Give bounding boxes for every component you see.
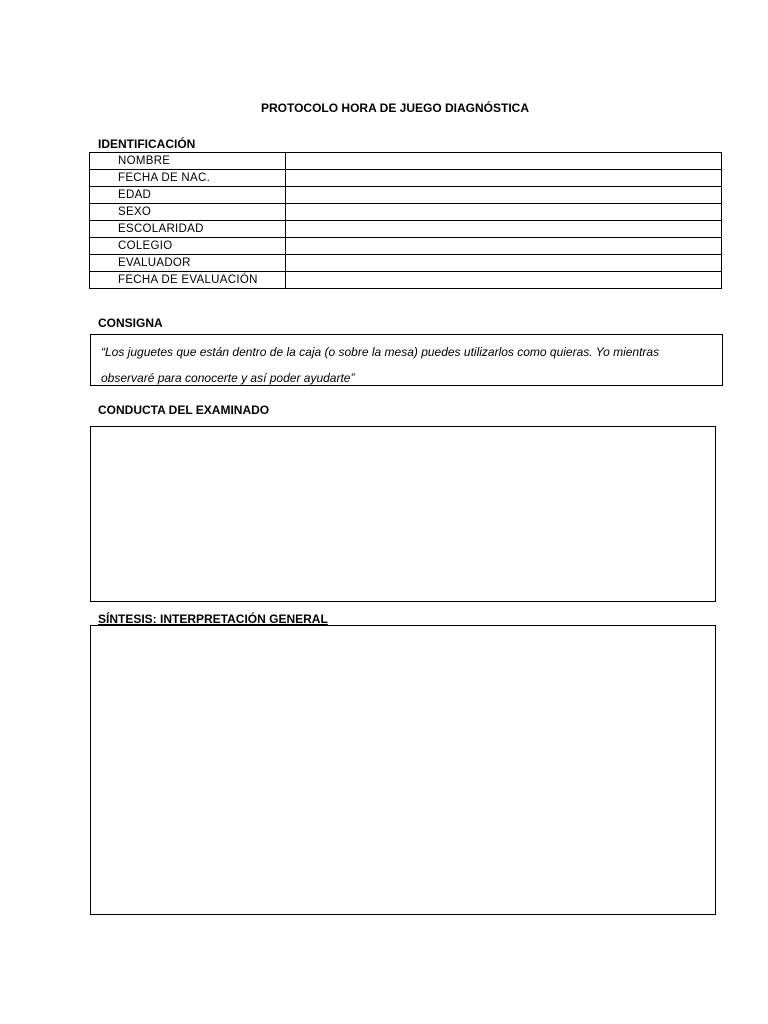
table-row (90, 221, 722, 238)
field-value-escolaridad[interactable] (286, 221, 722, 238)
conducta-heading: CONDUCTA DEL EXAMINADO (98, 403, 270, 417)
field-label-escolaridad: ESCOLARIDAD (90, 221, 286, 238)
table-row (90, 255, 722, 272)
table-row (90, 238, 722, 255)
field-value-colegio[interactable] (286, 238, 722, 255)
sintesis-heading: SÍNTESIS: INTERPRETACIÓN GENERAL (98, 612, 328, 626)
field-label-sexo: SEXO (90, 204, 286, 221)
field-value-nombre[interactable] (286, 153, 722, 170)
table-row (90, 204, 722, 221)
identification-table (89, 152, 722, 289)
field-value-edad[interactable] (286, 187, 722, 204)
field-label-nombre: NOMBRE (90, 153, 286, 170)
field-label-evaluador: EVALUADOR (90, 255, 286, 272)
field-label-fecha-evaluacion: FECHA DE EVALUACIÓN (90, 272, 286, 289)
table-row (90, 272, 722, 289)
field-label-colegio: COLEGIO (90, 238, 286, 255)
field-label-fecha-nac: FECHA DE NAC. (90, 170, 286, 187)
field-value-fecha-nac[interactable] (286, 170, 722, 187)
table-row (90, 153, 722, 170)
field-label-edad: EDAD (90, 187, 286, 204)
consigna-text-box: “Los juguetes que están dentro de la caja (o sobre la mesa) puedes utilizarlos como quieras. Yo mientras observaré para conocerte y así poder ayudarte” (90, 334, 723, 386)
identificacion-heading: IDENTIFICACIÓN (98, 137, 196, 151)
conducta-text-area[interactable] (90, 426, 716, 602)
document-title: PROTOCOLO HORA DE JUEGO DIAGNÓSTICA (260, 101, 530, 115)
field-value-evaluador[interactable] (286, 255, 722, 272)
sintesis-text-area[interactable] (90, 625, 716, 915)
table-row (90, 187, 722, 204)
table-row (90, 170, 722, 187)
field-value-fecha-evaluacion[interactable] (286, 272, 722, 289)
field-value-sexo[interactable] (286, 204, 722, 221)
consigna-heading: CONSIGNA (98, 316, 163, 330)
